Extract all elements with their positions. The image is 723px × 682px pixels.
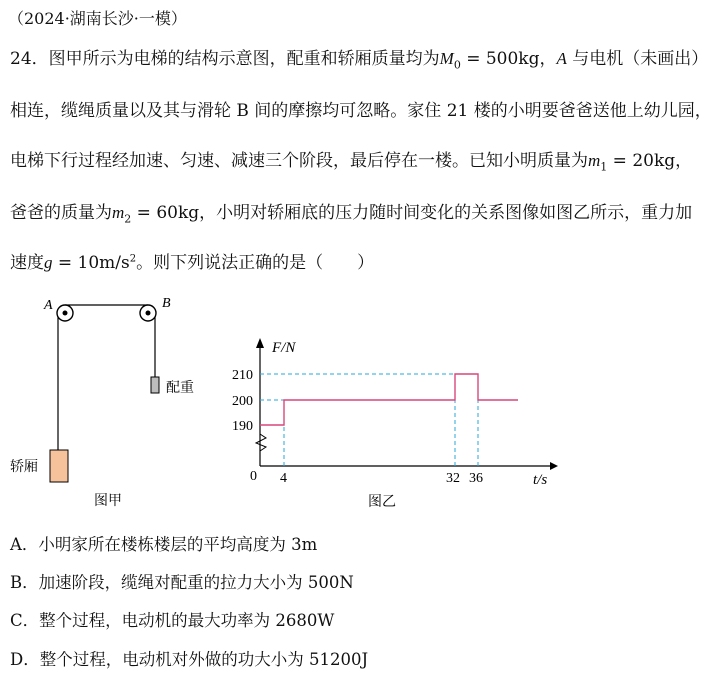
question-text: = 60kg，小明对轿厢底的压力随时间变化的关系图像如图乙所示，重力加 [131,203,693,223]
counterweight-label: 配重 [166,380,194,396]
x-tick-4: 4 [280,471,287,486]
pulley-a-axle [63,311,68,316]
force-series-line [260,374,518,425]
math-value: = 10m/s [52,253,130,273]
axis-break [256,434,266,451]
question-text: 爸爸的质量为 [10,203,112,223]
question-text: 速度 [10,253,44,273]
reference-lines [260,374,478,466]
counterweight-block [151,377,159,393]
y-tick-210: 210 [232,368,253,383]
math-symbol: g [44,253,53,272]
math-subscript: 2 [124,212,132,226]
math-symbol: m [112,203,125,222]
question-text: 。则下列说法正确的是（ ） [136,253,375,273]
question-text: 电梯下行过程经加速、匀速、减速三个阶段，最后停在一楼。已知小明质量为 [10,151,588,171]
x-tick-36: 36 [469,471,483,486]
x-axis-arrow [550,462,558,470]
question-line-2: 相连，缆绳质量以及其与滑轮 B 间的摩擦均可忽略。家住 21 楼的小明要爸爸送他上幼儿园， [10,101,712,121]
question-line-4 [10,198,692,225]
question-text: 图甲所示为电梯的结构示意图，配重和轿厢质量均为 [48,49,440,69]
figure-a-caption: 图甲 [94,493,122,509]
option-text: 整个过程，电动机对外做的功大小为 51200J [39,650,369,669]
label-b: B [162,296,171,311]
y-axis-label: F/N [272,340,296,356]
x-axis-label: t/s [533,472,548,488]
y-tick-190: 190 [232,419,253,434]
math-superscript: 2 [129,253,137,265]
option-key: B． [10,573,39,592]
question-line-5 [10,248,374,273]
option-text: 加速阶段，缆绳对配重的拉力大小为 500N [38,573,354,592]
label-a: A [44,298,53,313]
car-label: 轿厢 [10,459,38,475]
figure-b-caption: 图乙 [368,494,396,510]
math-value: = 20kg， [607,151,693,171]
question-line-3 [10,146,692,173]
pulley-b-axle [146,311,151,316]
math-value: = 500kg， [460,49,557,69]
option-key: C． [10,611,40,630]
option-c[interactable] [10,607,334,631]
math-symbol: A [556,49,567,68]
option-d[interactable] [10,646,368,670]
math-symbol: m [588,151,601,170]
elevator-car [50,450,68,482]
option-key: A． [10,535,39,554]
question-number: 24． [10,49,49,69]
figure-a-elevator-diagram [0,285,200,515]
question-source: （2024·湖南长沙·一模） [8,9,187,28]
math-symbol: M [439,49,454,68]
math-subscript: 1 [600,160,608,174]
option-b[interactable] [10,569,354,593]
question-text: 与电机（未画出） [566,49,709,69]
option-a[interactable] [10,531,317,555]
y-axis-arrow [256,338,264,348]
math-subscript: 0 [453,58,461,72]
origin-label: 0 [250,469,257,484]
question-line-1 [10,44,708,71]
x-tick-32: 32 [446,471,460,486]
figure-b-force-time-graph [210,330,570,520]
y-tick-200: 200 [232,394,253,409]
option-key: D． [10,650,40,669]
option-text: 整个过程，电动机的最大功率为 2680W [39,611,335,630]
option-text: 小明家所在楼栋楼层的平均高度为 3m [38,535,318,554]
